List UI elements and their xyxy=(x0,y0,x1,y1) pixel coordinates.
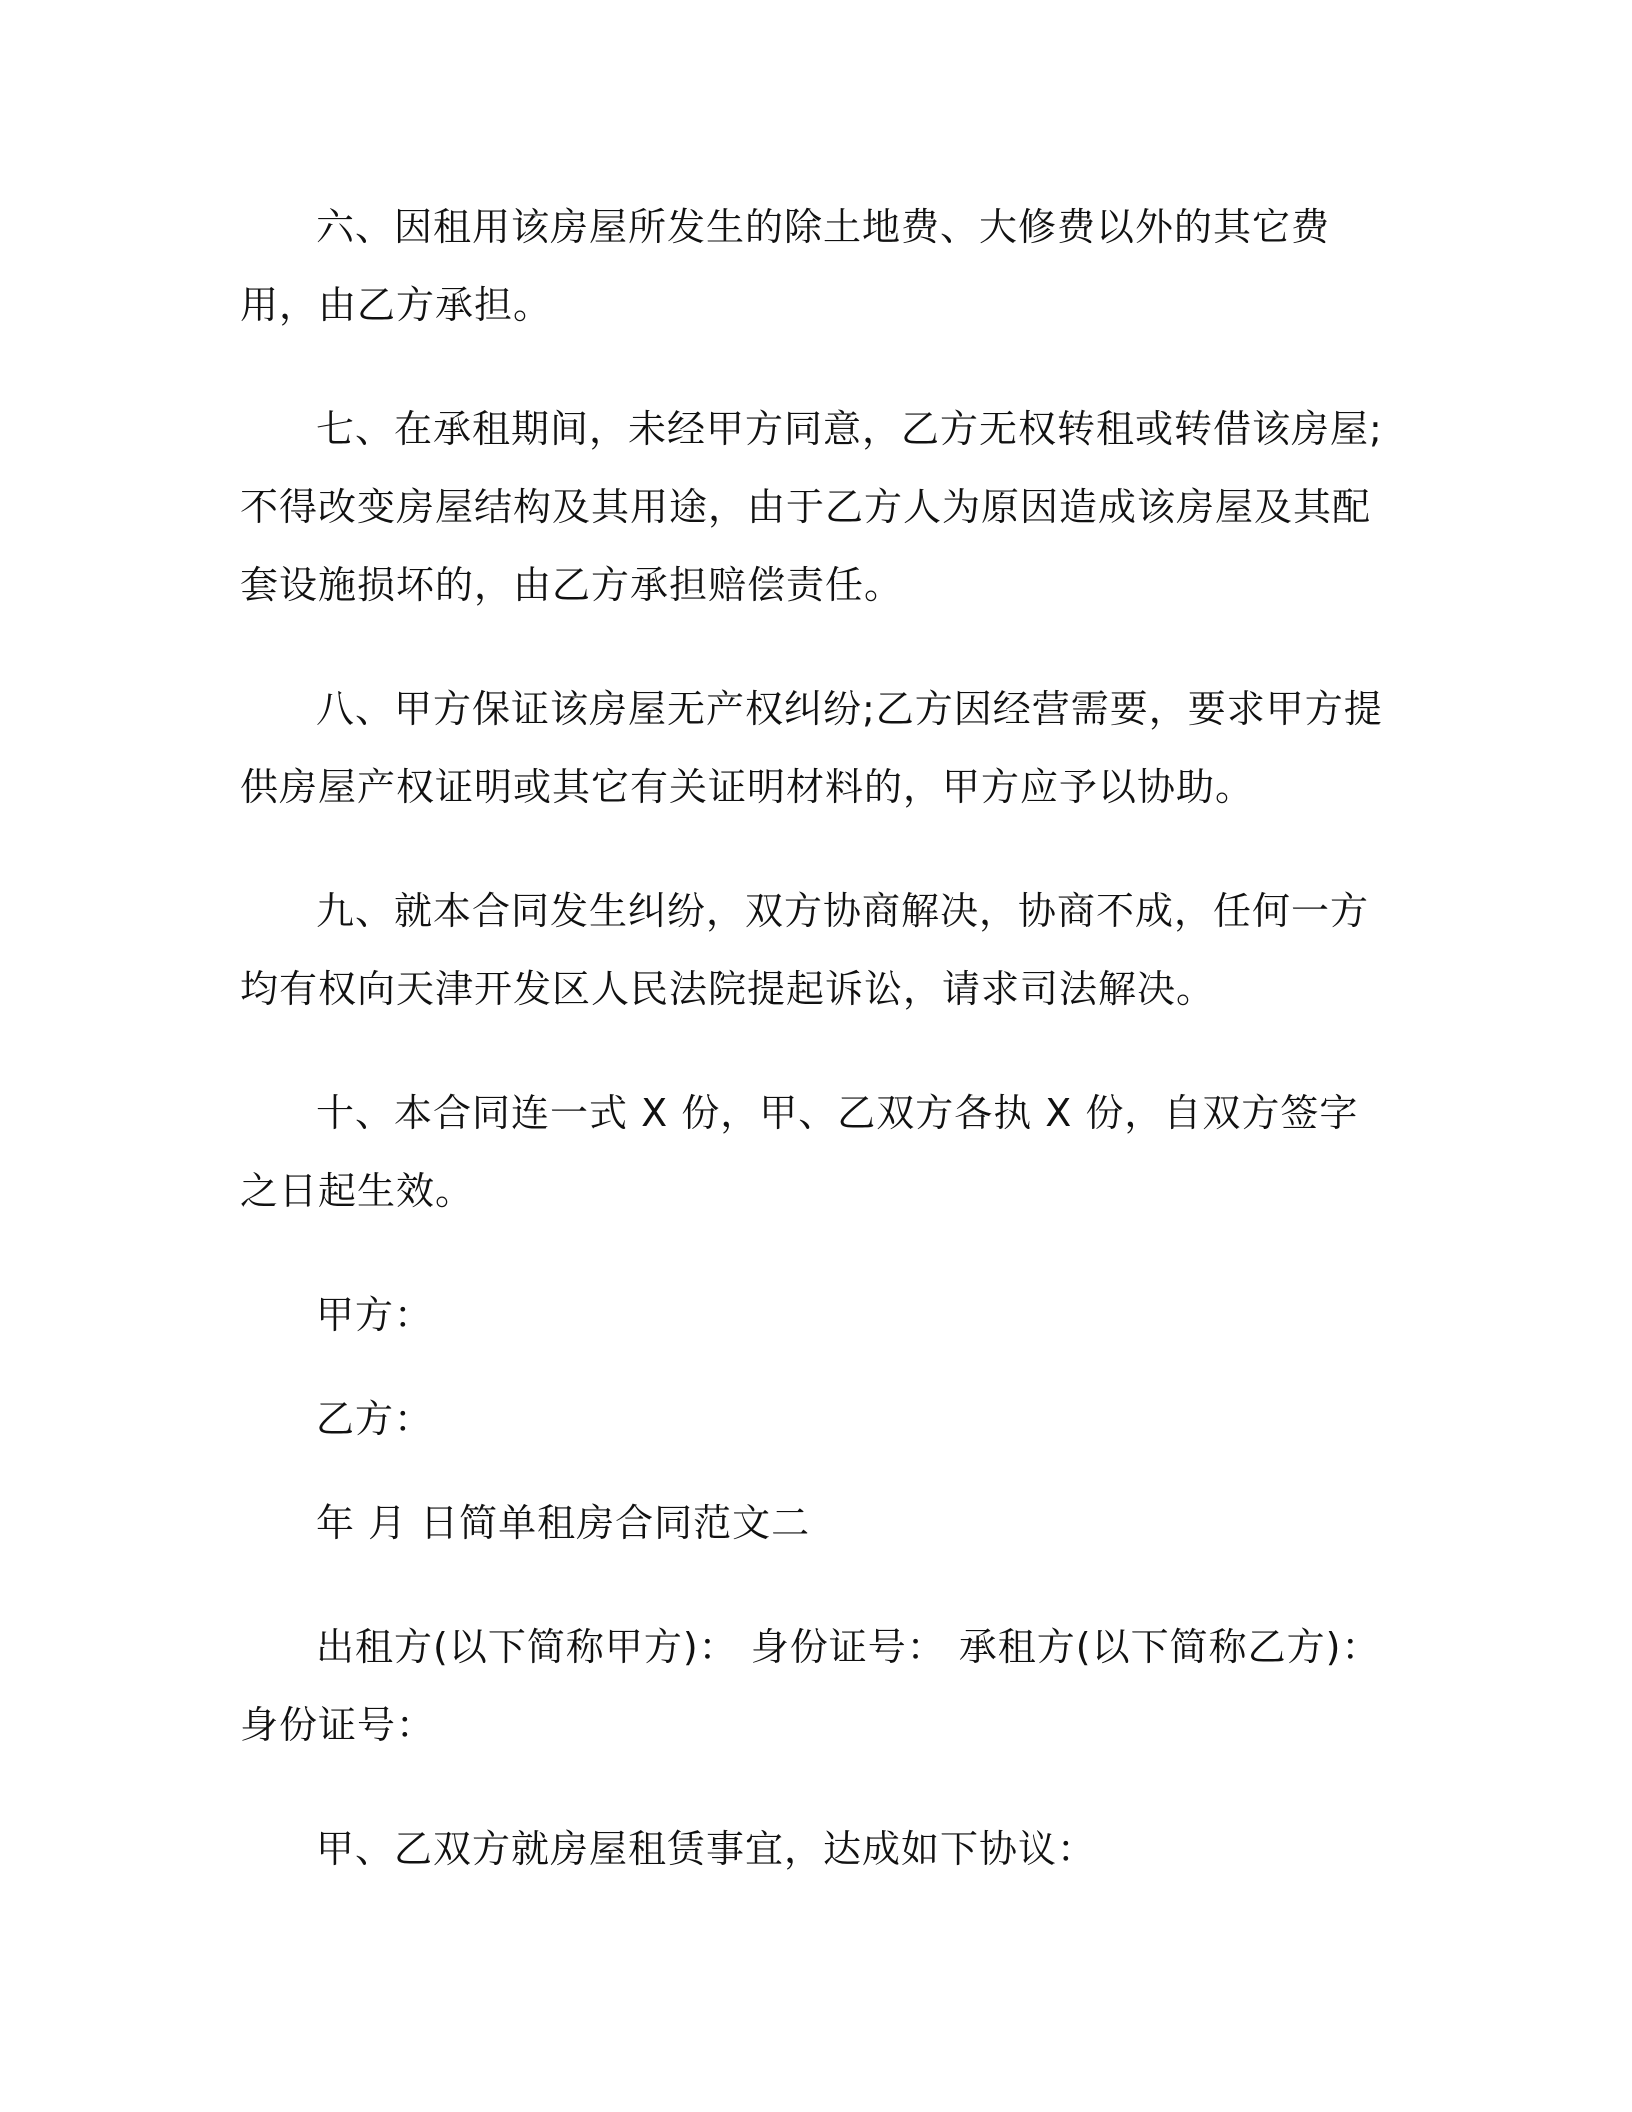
clause-seven: 七、在承租期间，未经甲方同意，乙方无权转租或转借该房屋;不得改变房屋结构及其用途，由于乙方人为原因造成该房屋及其配套设施损坏的，由乙方承担赔偿责任。 xyxy=(240,407,1383,607)
date-and-second-template-title: 年 月 日简单租房合同范文二 xyxy=(316,1501,811,1545)
agreement-intro: 甲、乙双方就房屋租赁事宜，达成如下协议： xyxy=(316,1827,1097,1871)
party-b-signature-line: 乙方： xyxy=(316,1397,434,1441)
clause-eight: 八、甲方保证该房屋无产权纠纷;乙方因经营需要，要求甲方提供房屋产权证明或其它有关证明材料的，甲方应予以协助。 xyxy=(240,687,1383,809)
clause-six: 六、因租用该房屋所发生的除土地费、大修费以外的其它费用，由乙方承担。 xyxy=(240,205,1331,327)
clause-ten: 十、本合同连一式 X 份，甲、乙双方各执 X 份，自双方签字之日起生效。 xyxy=(240,1091,1359,1213)
clause-nine: 九、就本合同发生纠纷，双方协商解决，协商不成，任何一方均有权向天津开发区人民法院提起诉讼，请求司法解决。 xyxy=(240,889,1370,1011)
party-a-signature-line: 甲方： xyxy=(316,1293,434,1337)
parties-identification: 出租方(以下简称甲方)： 身份证号： 承租方(以下简称乙方)： 身份证号： xyxy=(240,1625,1381,1747)
document-body xyxy=(240,188,1390,1934)
